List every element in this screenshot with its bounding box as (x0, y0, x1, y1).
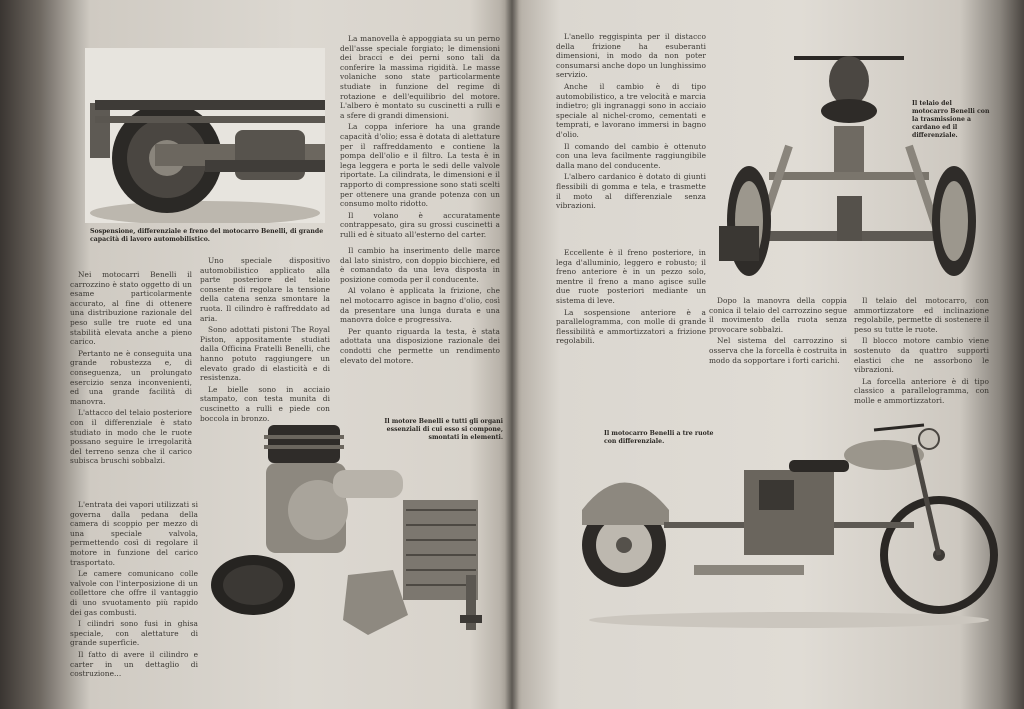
text-column-top (340, 34, 500, 241)
paragraph: La coppa inferiore ha una grande capacità d'olio; essa è dotata di alettature per il raffreddamento e contiene la pompa dell'olio e il filtro. La testa è in lega leggera e porta le sedi delle valvole riportate. La cilindrata, le dimensioni e il rapporto di compressione sono stati scelti per ottenere una grande potenza con un consumo molto ridotto. (340, 122, 500, 209)
paragraph: Le bielle sono in acciaio stampato, con testa munita di cuscinetto a rulli e piede con boccola in bronzo. (200, 384, 330, 423)
paragraph: La sospensione anteriore è a parallelogramma, con molle di grande flessibilità e ammortizzatori a frizione regolabili. (556, 307, 706, 346)
paragraph: Le camere comunicano colle valvole con l'interposizione di un collettore che offre il vantaggio di uno svuotamento più rapido dei gas combusti. (70, 569, 198, 617)
paragraph: Nel sistema del carrozzino si osserva che la forcella è costruita in modo da sopportare i forti carichi. (709, 336, 847, 365)
paragraph: Pertanto ne è conseguita una grande robustezza e, di conseguenza, un prolungato esercizio senza inconvenienti, ed una grande facilità di manovra. (70, 348, 192, 406)
text-column-right-center (709, 296, 847, 367)
left-page (40, 0, 510, 709)
right-page (514, 0, 1004, 709)
text-column-mid-left (70, 270, 192, 468)
paragraph: L'anello reggispinta per il distacco della frizione ha esuberanti dimensioni, in modo da non poter consumarsi anche dopo un lunghissimo servizio. (556, 32, 706, 80)
text-column-right-left-lower (556, 248, 706, 348)
text-column-right-left (556, 32, 706, 213)
paragraph: Sono adottati pistoni The Royal Piston, appositamente studiati dalla Officina Fratelli Benelli, che hanno potuto raggiungere un elevato grado di elasticità e di resistenza. (200, 325, 330, 383)
paragraph: Il blocco motore cambio viene sostenuto da quattro supporti elastici che ne assorbono le vibrazioni. (854, 336, 989, 375)
paragraph: Il telaio del motocarro, con ammortizzatore ed inclinazione regolabile, permette di sostenere il peso su tutte le ruote. (854, 296, 989, 334)
paragraph: L'attacco del telaio posteriore con il differenziale è stato studiato in modo che le ruote possano seguire le irregolarità del terreno senza che il carico subisca bruschi sobbalzi. (70, 408, 192, 466)
tricycle-photo (574, 415, 1004, 630)
paragraph: Eccellente è il freno posteriore, in lega d'alluminio, leggero e robusto; il freno anteriore è in un pezzo solo, mentre il freno a mano agisce sulle due ruote posteriori mediante un sistema di leve. (556, 248, 706, 305)
engine-caption: Il motore Benelli e tutti gli organi essenziali di cui esso si compone, smontati in elementi. (384, 418, 503, 441)
text-column-bottom-left (70, 500, 198, 681)
paragraph: Per quanto riguarda la testa, è stata adottata una disposizione razionale dei condotti che permette un rendimento elevato del motore. (340, 326, 500, 365)
text-column-mid-right (200, 256, 330, 425)
text-column-mid-center (340, 246, 500, 367)
rear-axle-photo (85, 48, 325, 223)
paragraph: Uno speciale dispositivo automobilistico applicato alla parte posteriore del telaio consente di regolare la tensione della catena senza smontare la ruota. Il cilindro è raffreddato ad aria. (200, 256, 330, 323)
paragraph: Dopo la manovra della coppia conica il telaio del carrozzino segue il movimento della ruota senza provocare sobbalzi. (709, 296, 847, 334)
chassis-caption: Il telaio del motocarro Benelli con la trasmissione a cardano ed il differenziale. (912, 100, 990, 139)
paragraph: L'entrata dei vapori utilizzati si governa dalla pedana della camera di scoppio per mezzo di una speciale valvola, permettendo così di regolare il motore in funzione del carico trasportato. (70, 500, 198, 567)
paragraph: Il cambio ha inserimento delle marce dal lato sinistro, con doppio bicchiere, ed è comandato da una leva disposta in posizione comoda per il conducente. (340, 246, 500, 284)
paragraph: La forcella anteriore è di tipo classico a parallelogramma, con molle e ammortizzatori. (854, 376, 989, 405)
paragraph: La manovella è appoggiata su un perno dell'asse speciale forgiato; le dimensioni dei bracci e dei perni sono tali da conferire la massima rigidità. Le masse volaniche sono state particolarmente studiate in funzione del regime di rotazione e dell'equilibrio del motore. L'albero è montato su cuscinetti a rulli e a sfere di grandi dimensioni. (340, 34, 500, 120)
engine-parts-photo (208, 425, 488, 640)
paragraph: L'albero cardanico è dotato di giunti flessibili di gomma e tela, e trasmette il moto al differenziale senza vibrazioni. (556, 172, 706, 211)
chassis-photo (719, 36, 984, 291)
paragraph: Il fatto di avere il cilindro e carter in un dettaglio di costruzione... (70, 649, 198, 679)
tricycle-caption: Il motocarro Benelli a tre ruote con differenziale. (604, 430, 714, 445)
paragraph: Anche il cambio è di tipo automobilistico, a tre velocità e marcia indietro; gli ingranaggi sono in acciaio speciale al nichel-cromo, cementati e temprati, e lavorano immersi in bagno d'olio. (556, 81, 706, 139)
rear-axle-caption: Sospensione, differenziale e freno del motocarro Benelli, di grande capacità di lavoro automobilistico. (90, 228, 324, 243)
paragraph: Il comando del cambio è ottenuto con una leva facilmente raggiungibile dalla mano del conducente. (556, 141, 706, 170)
paragraph: Il volano è accuratamente contrappesato, gira su grossi cuscinetti a rulli ed è situato all'esterno del carter. (340, 210, 500, 239)
paragraph: Nei motocarri Benelli il carrozzino è stato oggetto di un esame particolarmente accurato, al fine di ottenere una distribuzione razionale del peso sulle tre ruote ed una stabilità elevata anche a pieno carico. (70, 270, 192, 347)
text-column-right-right (854, 296, 989, 408)
paragraph: Al volano è applicata la frizione, che nel motocarro agisce in bagno d'olio, così da presentare una lunga durata e una manovra dolce e progressiva. (340, 286, 500, 325)
paragraph: I cilindri sono fusi in ghisa speciale, con alettature di grande superficie. (70, 619, 198, 648)
